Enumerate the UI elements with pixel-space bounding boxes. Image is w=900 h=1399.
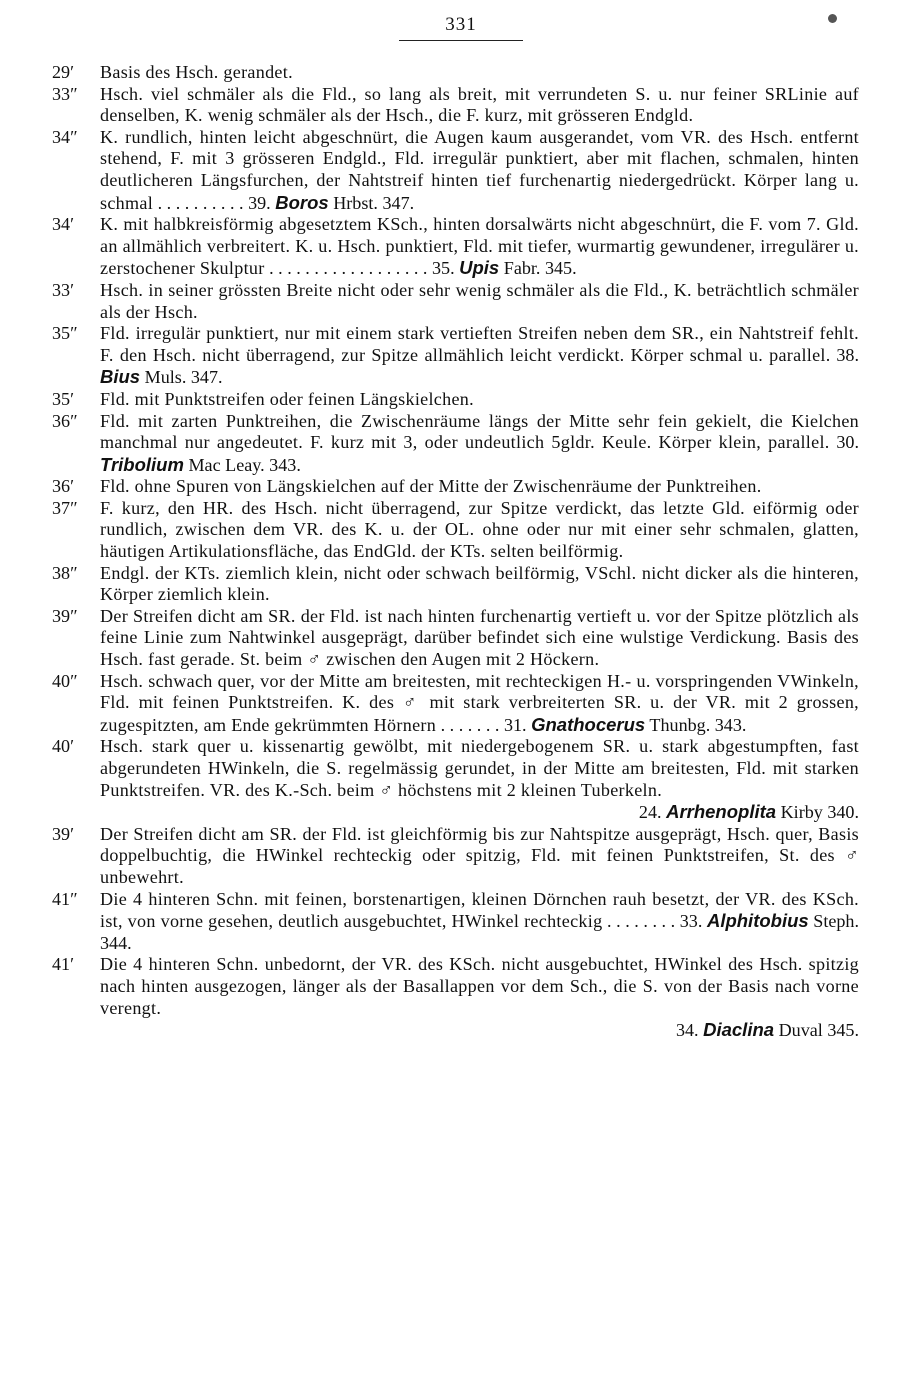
key-entry bbox=[52, 84, 859, 127]
entry-text: Die 4 hinteren Schn. mit feinen, borstenartigen, kleinen Dörnchen rauh besetzt, der VR. des KSch. ist, von vorne gesehen, deutlich ausgebuchtet, HWinkel rechteckig bbox=[100, 888, 859, 932]
couplet-number: 40′ bbox=[52, 736, 75, 757]
genus-result-line bbox=[100, 1019, 859, 1042]
couplet-number: 34″ bbox=[52, 126, 78, 147]
leader-dots: . . . . . . . bbox=[440, 714, 500, 735]
couplet-number: 33″ bbox=[52, 83, 78, 104]
couplet-number: 39′ bbox=[52, 823, 75, 844]
key-entry bbox=[52, 563, 859, 606]
entry-text: Endgl. der KTs. ziemlich klein, nicht oder schwach beilförmig, VSchl. nicht dicker als die hinteren, Körper ziemlich klein. bbox=[100, 562, 859, 605]
entry-text: Fld. mit zarten Punktreihen, die Zwischenräume längs der Mitte sehr fein gekielt, die Kielchen manchmal nur angedeutet. F. kurz mit 3, oder undeutlich 5gldr. Keule. Körper klein, parallel. bbox=[100, 410, 859, 453]
genus-name: Gnathocerus bbox=[531, 713, 646, 735]
genus-name: Alphitobius bbox=[706, 910, 809, 932]
entry-text: F. kurz, den HR. des Hsch. nicht überragend, zur Spitze verdickt, das letzte Gld. eiförmig oder rundlich, zwischen dem VR. des K. u. der OL. ohne oder nur mit einer sehr schmalen, glatten, häutigen Artikulationsfläche, das EndGld. der KTs. selten beilförmig. bbox=[100, 497, 859, 562]
page-number: 331 bbox=[445, 14, 477, 35]
entry-text: Die 4 hinteren Schn. unbedornt, der VR. des KSch. nicht ausgebuchtet, HWinkel des Hsch. spitzig nach hinten ausgezogen, länger als der Basallappen vor dem Sch., die S. von der Basis nach vorne verengt. bbox=[100, 954, 859, 1018]
entry-text: Hsch. stark quer u. kissenartig gewölbt, mit niedergebogenem SR. u. stark abgestumpften, fast abgerundeten HWinkeln, die S. regelmässig gerundet, in der Mitte am breitesten, Fld. mit starken Punktstreifen. VR. des K.-Sch. beim ♂ höchstens mit 2 kleinen Tuberkeln. bbox=[100, 736, 859, 800]
entry-text: Der Streifen dicht am SR. der Fld. ist nach hinten furchenartig vertieft u. vor der Spitze plötzlich als feine Linie zum Nahtwinkel ausgeprägt, darüber befindet sich eine wulstige Verdickung. Basis des Hsch. fast gerade. St. beim ♂ zwischen den Augen mit 2 Höckern. bbox=[100, 605, 859, 670]
entry-text: Der Streifen dicht am SR. der Fld. ist gleichförmig bis zur Nahtspitze ausgeprägt, Hsch. quer, Basis doppelbuchtig, die HWinkel rechteckig oder spitzig, Fld. mit feinen Punktstreifen, St. des ♂ unbewehrt. bbox=[100, 823, 859, 887]
key-entry bbox=[52, 214, 859, 280]
couplet-number: 35″ bbox=[52, 323, 78, 344]
identification-key bbox=[52, 62, 859, 1042]
couplet-number: 35′ bbox=[52, 388, 75, 409]
genus-name: Arrhenoplita bbox=[666, 801, 777, 823]
genus-authority: Duval 345. bbox=[778, 1020, 859, 1041]
key-entry bbox=[52, 476, 859, 498]
genus-name: Boros bbox=[275, 191, 329, 213]
key-entry bbox=[52, 323, 859, 389]
entry-text: Hsch. in seiner grössten Breite nicht oder sehr wenig schmäler als die Fld., K. beträchtlich schmäler als der Hsch. bbox=[100, 279, 859, 322]
genus-name: Bius bbox=[100, 366, 141, 388]
leader-dots: . . . . . . . . bbox=[607, 911, 676, 932]
key-entry bbox=[52, 606, 859, 671]
entry-text: Fld. mit Punktstreifen oder feinen Längskielchen. bbox=[100, 388, 474, 409]
genus-authority: Hrbst. 347. bbox=[333, 192, 415, 213]
entry-text: Basis des Hsch. gerandet. bbox=[100, 62, 293, 82]
couplet-number: 33′ bbox=[52, 279, 75, 300]
couplet-number: 36′ bbox=[52, 476, 75, 497]
leader-dots: . . . . . . . . . . . . . . . . . . bbox=[269, 258, 428, 279]
entry-text: Hsch. viel schmäler als die Fld., so lang als breit, mit verrundeten S. u. nur feiner SRLinie auf denselben, K. wenig schmäler als der Hsch., die F. kurz, mit grösseren Endgld. bbox=[100, 83, 859, 126]
genus-authority: Muls. 347. bbox=[144, 367, 223, 388]
genus-name: Upis bbox=[459, 257, 500, 279]
genus-authority: Fabr. 345. bbox=[503, 258, 577, 279]
genus-number: 39. bbox=[248, 192, 271, 213]
couplet-number: 37″ bbox=[52, 497, 78, 518]
key-entry bbox=[52, 889, 859, 955]
key-entry bbox=[52, 824, 859, 889]
genus-number: 33. bbox=[679, 911, 703, 932]
key-entry bbox=[52, 62, 859, 84]
key-entry bbox=[52, 671, 859, 737]
couplet-number: 41′ bbox=[52, 954, 75, 975]
couplet-number: 38″ bbox=[52, 562, 78, 583]
key-entry bbox=[52, 736, 859, 823]
genus-number: 30. bbox=[836, 432, 859, 453]
couplet-number: 39″ bbox=[52, 605, 78, 626]
genus-authority: Mac Leay. 343. bbox=[188, 454, 301, 475]
genus-number: 38. bbox=[836, 344, 859, 365]
genus-number: 35. bbox=[431, 258, 455, 279]
entry-text: K. rundlich, hinten leicht abgeschnürt, die Augen kaum ausgerandet, vom VR. des Hsch. entfernt stehend, F. mit 3 grösseren Endgld., Fld. irregulär punktiert, aber mit flachen, schmalen, hinten deutlicheren Längsfurchen, der Nahtstreif hinten tief furchenartig niedergedrückt. Körper lang u. schmal bbox=[100, 126, 859, 213]
ink-dot bbox=[828, 14, 837, 23]
couplet-number: 41″ bbox=[52, 888, 78, 909]
entry-text: Hsch. schwach quer, vor der Mitte am breitesten, mit rechteckigen H.- u. vorspringenden VWinkeln, Fld. mit feinen Punktstreifen. K. des ♂ mit stark verbreiterten SR. u. der VR. mit 2 grossen, zugespitzten, am Ende gekrümmten Hörnern bbox=[100, 670, 859, 735]
entry-text: K. mit halbkreisförmig abgesetztem KSch., hinten dorsalwärts nicht abgeschnürt, die F. vom 7. Gld. an allmählich verbreitert. K. u. Hsch. punktiert, Fld. mit tiefer, wurmartig gewundener, irregulärer u. zerstochener Skulptur bbox=[100, 214, 859, 279]
key-entry bbox=[52, 389, 859, 411]
genus-authority: Thunbg. 343. bbox=[649, 714, 747, 735]
header-rule bbox=[399, 40, 523, 41]
leader-dots: . . . . . . . . . . bbox=[157, 192, 244, 213]
genus-name: Tribolium bbox=[100, 453, 184, 475]
couplet-number: 34′ bbox=[52, 214, 75, 235]
genus-name: Diaclina bbox=[703, 1019, 775, 1041]
key-entry bbox=[52, 954, 859, 1041]
couplet-number: 40″ bbox=[52, 670, 78, 691]
key-entry bbox=[52, 127, 859, 214]
couplet-number: 36″ bbox=[52, 410, 78, 431]
key-entry bbox=[52, 411, 859, 477]
genus-result-line bbox=[100, 801, 859, 824]
entry-text: Fld. irregulär punktiert, nur mit einem stark vertieften Streifen neben dem SR., ein Nahtstreif fehlt. F. den Hsch. nicht überragend, zur Spitze allmählich leicht verdickt. Körper schmal u. parallel. bbox=[100, 323, 859, 365]
genus-number: 31. bbox=[503, 714, 527, 735]
couplet-number: 29′ bbox=[52, 62, 75, 82]
genus-number: 34. bbox=[675, 1020, 699, 1041]
entry-text: Fld. ohne Spuren von Längskielchen auf der Mitte der Zwischenräume der Punktreihen. bbox=[100, 476, 762, 497]
genus-authority: Steph. 344. bbox=[100, 911, 860, 953]
key-entry bbox=[52, 280, 859, 323]
genus-authority: Kirby 340. bbox=[780, 802, 859, 823]
genus-number: 24. bbox=[638, 802, 662, 823]
key-entry bbox=[52, 498, 859, 563]
